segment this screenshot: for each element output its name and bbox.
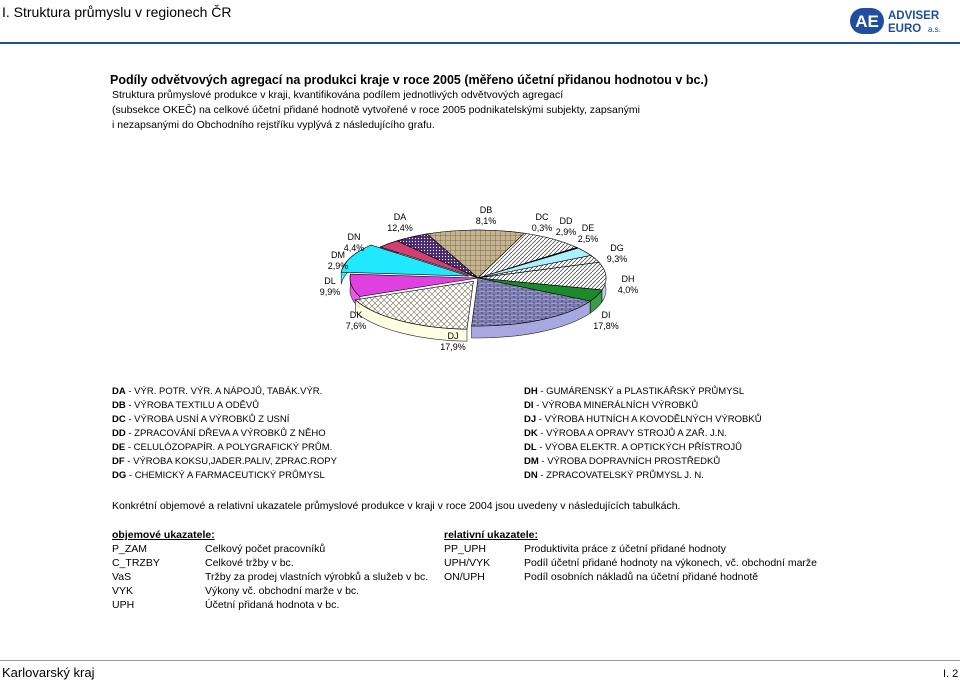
indicator-code: VaS: [112, 571, 132, 583]
pie-label-code: DJ: [447, 331, 459, 341]
pie-label-value: 9,9%: [319, 287, 341, 297]
logo-line2: EURO: [888, 23, 922, 35]
indicator-code: VYK: [112, 585, 134, 597]
legend-item-r-dh: DH - GUMÁRENSKÝ a PLASTIKÁŘSKÝ PRŮMYSL: [524, 386, 745, 397]
pie-label-value: 4,4%: [343, 243, 365, 253]
pie-label-code: DA: [393, 212, 407, 222]
indicator-code: P_ZAM: [112, 543, 148, 555]
indicator-description: Tržby za prodej vlastních výrobků a služeb v bc.: [205, 571, 429, 583]
indicator-description: Výkony vč. obchodní marže v bc.: [205, 585, 360, 597]
pie-label-code: DI: [601, 310, 611, 320]
footer-page-number: I. 2: [943, 668, 959, 680]
legend-item-l-dg: DG - CHEMICKÝ A FARMACEUTICKÝ PRŮMYSL: [112, 470, 325, 481]
pie-label-value: 2,5%: [577, 234, 599, 244]
indicator-description: Produktivita práce z účetní přidané hodnoty: [524, 543, 726, 555]
logo-mark: AE: [855, 12, 879, 31]
footer-region: Karlovarský kraj: [2, 665, 95, 680]
indicator-code: UPH: [112, 599, 135, 611]
indicator-description: Podíl účetní přidané hodnoty na výkonech, vč. obchodní marže: [524, 557, 818, 569]
intro-line: Struktura průmyslové produkce v kraji, kvantifikována podílem jednotlivých odvětvových agregací: [112, 89, 564, 101]
legend-item-r-dn: DN - ZPRACOVATELSKÝ PRŮMYSL J. N.: [524, 470, 704, 481]
indicator-description: Celkový počet pracovníků: [205, 543, 326, 555]
pie-label-value: 2,9%: [327, 261, 349, 271]
legend-item-l-df: DF - VÝROBA KOKSU,JADER.PALIV, ZPRAC.ROPY: [112, 456, 337, 467]
pie-label-code: DM: [331, 250, 345, 260]
absolute-indicators-heading: objemové ukazatele:: [112, 529, 215, 541]
pie-label-value: 17,8%: [593, 321, 619, 331]
indicator-description: Celkové tržby v bc.: [205, 557, 294, 569]
indicator-code: UPH/VYK: [444, 557, 491, 569]
pie-label-code: DD: [559, 216, 573, 226]
logo-suffix: a.s.: [928, 25, 941, 34]
intro-line: i nezapsanými do Obchodního rejstříku vyplývá z následujícího grafu.: [112, 119, 435, 131]
pie-label-code: DB: [479, 205, 493, 215]
legend-item-l-da: DA - VÝR. POTR. VÝR. A NÁPOJŮ, TABÁK.VÝR.: [112, 386, 323, 397]
indicator-description: Účetní přidaná hodnota v bc.: [205, 599, 340, 611]
legend-item-r-dl: DL - VÝOBA ELEKTR. A OPTICKÝCH PŘÍSTROJŮ: [524, 442, 743, 453]
intro-line: (subsekce OKEČ) na celkové účetní přidané hodnotě vytvořené v roce 2005 podnikatelskými subjekty, zapsanými: [112, 104, 640, 116]
pie-label-value: 12,4%: [387, 223, 413, 233]
pie-label-code: DN: [347, 232, 361, 242]
pie-label-value: 7,6%: [345, 321, 367, 331]
indicator-code: C_TRZBY: [112, 557, 160, 569]
legend-item-l-dc: DC - VÝROBA USNÍ A VÝROBKŮ Z USNÍ: [112, 414, 290, 425]
legend-item-r-dk: DK - VÝROBA A OPRAVY STROJŮ A ZAŘ. J.N.: [524, 428, 727, 439]
pie-label-value: 8,1%: [475, 216, 497, 226]
pie-label-code: DC: [535, 212, 549, 222]
indicator-code: ON/UPH: [444, 571, 485, 583]
page-title: I. Struktura průmyslu v regionech ČR: [2, 4, 232, 20]
legend-item-r-dm: DM - VÝROBA DOPRAVNÍCH PROSTŘEDKŮ: [524, 456, 721, 467]
legend-item-r-dj: DJ - VÝROBA HUTNÍCH A KOVODĚLNÝCH VÝROBKŮ: [524, 414, 762, 425]
legend-item-l-dd: DD - ZPRACOVÁNÍ DŘEVA A VÝROBKŮ Z NĚHO: [112, 428, 326, 439]
pie-label-code: DK: [349, 310, 363, 320]
indicator-code: PP_UPH: [444, 543, 487, 555]
pie-label-value: 17,9%: [440, 342, 466, 352]
footer-divider: [0, 660, 960, 661]
legend-item-l-de: DE - CELULÓZOPAPÍR. A POLYGRAFICKÝ PRŮM.: [112, 442, 333, 453]
pie-label-code: DG: [610, 243, 624, 253]
pie-label-code: DE: [581, 223, 595, 233]
section-heading: Podíly odvětvových agregací na produkci kraje v roce 2005 (měřeno účetní přidanou hodnotou v bc.): [110, 73, 709, 87]
pie-label-code: DL: [324, 276, 336, 286]
logo-line1: ADVISER: [888, 10, 940, 22]
legend-item-r-di: DI - VÝROBA MINERÁLNÍCH VÝROBKŮ: [524, 400, 699, 411]
tables-note: Konkrétní objemové a relativní ukazatele průmyslové produkce v kraji v roce 2004 jsou uvedeny v následujících tabulkách.: [112, 500, 681, 512]
pie-label-code: DH: [621, 274, 635, 284]
pie-label-value: 4,0%: [617, 285, 639, 295]
relative-indicators-heading: relativní ukazatele:: [444, 529, 538, 541]
pie-label-value: 0,3%: [531, 223, 553, 233]
indicator-description: Podíl osobních nákladů na účetní přidané hodnotě: [524, 571, 759, 583]
pie-label-value: 9,3%: [606, 254, 628, 264]
pie-label-value: 2,9%: [555, 227, 577, 237]
legend-item-l-db: DB - VÝROBA TEXTILU A ODĚVŮ: [112, 400, 260, 411]
